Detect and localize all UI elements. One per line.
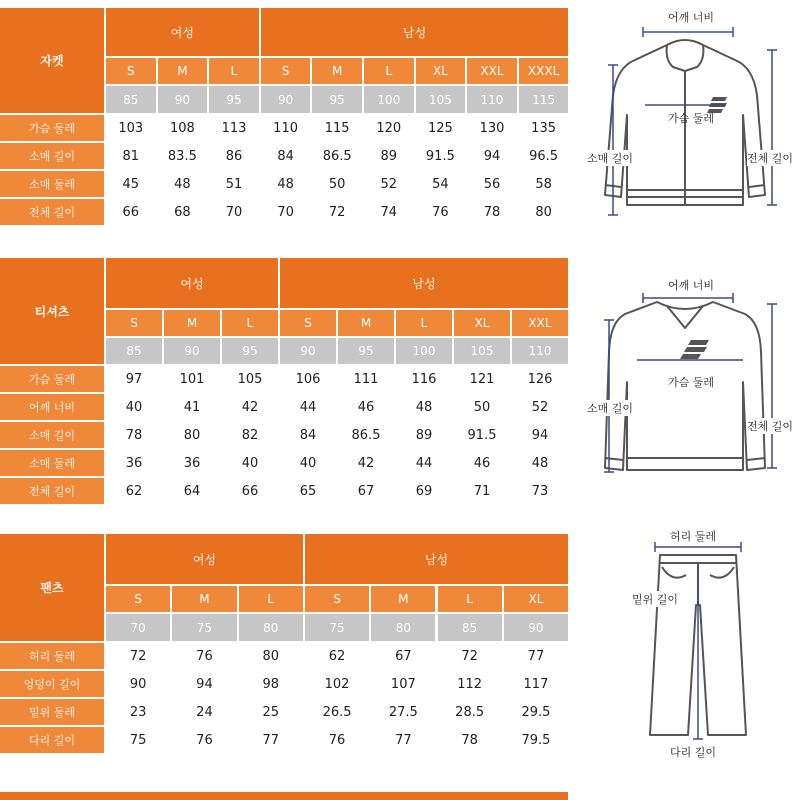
total-length-caption: 전체 길이 (747, 420, 794, 433)
measurement-label: 다리 길이 (0, 727, 104, 753)
measurement-value: 72 (312, 199, 362, 225)
size-header: L (364, 58, 414, 84)
measurement-value: 64 (164, 478, 220, 504)
shoulder-width-caption: 어깨 너비 (668, 279, 715, 292)
measurement-value: 66 (106, 199, 156, 225)
measurement-label: 밑위 둘레 (0, 699, 104, 725)
measurement-value: 90 (106, 671, 170, 697)
body-size-cell: 110 (467, 86, 517, 113)
measurement-value: 36 (164, 450, 220, 476)
body-size-cell: 110 (512, 338, 568, 364)
total-length-caption: 전체 길이 (747, 152, 794, 165)
measurement-value: 25 (239, 699, 303, 725)
body-size-cell: 75 (172, 614, 236, 641)
measurement-value: 51 (209, 171, 259, 197)
measurement-value: 40 (106, 394, 162, 420)
size-header: M (158, 58, 208, 84)
measurement-value: 84 (280, 422, 336, 448)
size-header: XXXL (519, 58, 569, 84)
measurement-value: 78 (467, 199, 517, 225)
size-header: M (312, 58, 362, 84)
measurement-value: 62 (305, 643, 369, 669)
measurement-value: 67 (371, 643, 435, 669)
measurement-value: 78 (438, 727, 502, 753)
measurement-value: 91.5 (454, 422, 510, 448)
measurement-value: 42 (338, 450, 394, 476)
measurement-value: 65 (280, 478, 336, 504)
measurement-value: 50 (454, 394, 510, 420)
measurement-value: 41 (164, 394, 220, 420)
body-size-cell: 95 (209, 86, 259, 113)
measurement-value: 108 (158, 115, 208, 141)
measurement-value: 91.5 (416, 143, 466, 169)
size-header: L (396, 310, 452, 336)
measurement-value: 77 (504, 643, 568, 669)
measurement-value: 102 (305, 671, 369, 697)
measurement-value: 113 (209, 115, 259, 141)
measurement-value: 44 (396, 450, 452, 476)
measurement-value: 48 (396, 394, 452, 420)
measurement-label: 허리 둘레 (0, 643, 104, 669)
measurement-value: 69 (396, 478, 452, 504)
body-size-cell: 90 (164, 338, 220, 364)
measurement-value: 42 (222, 394, 278, 420)
gender-group-header: 남성 (261, 8, 569, 56)
measurement-value: 48 (512, 450, 568, 476)
shoulder-width-caption: 어깨 너비 (668, 11, 715, 24)
measurement-label: 소매 길이 (0, 143, 104, 169)
body-size-cell: 95 (338, 338, 394, 364)
measurement-value: 76 (172, 727, 236, 753)
measurement-value: 44 (280, 394, 336, 420)
measurement-value: 73 (512, 478, 568, 504)
measurement-value: 97 (106, 366, 162, 392)
measurement-value: 84 (261, 143, 311, 169)
measurement-value: 112 (438, 671, 502, 697)
size-header: S (106, 310, 162, 336)
measurement-value: 77 (239, 727, 303, 753)
gender-group-header: 여성 (106, 258, 278, 308)
measurement-label: 소매 둘레 (0, 171, 104, 197)
jacket-illustration (585, 5, 800, 220)
body-size-cell: 85 (106, 338, 162, 364)
measurement-value: 107 (371, 671, 435, 697)
measurement-value: 86 (209, 143, 259, 169)
body-size-cell: 105 (454, 338, 510, 364)
measurement-value: 67 (338, 478, 394, 504)
size-header: XXL (512, 310, 568, 336)
category-label: 자켓 (0, 8, 104, 113)
body-size-cell: 85 (438, 614, 502, 641)
body-size-cell: 90 (158, 86, 208, 113)
measurement-value: 70 (261, 199, 311, 225)
size-header: S (261, 58, 311, 84)
tshirt-size-table (0, 258, 570, 532)
size-header: XL (454, 310, 510, 336)
measurement-value: 62 (106, 478, 162, 504)
measurement-value: 80 (519, 199, 569, 225)
measurement-label: 소매 둘레 (0, 450, 104, 476)
measurement-value: 116 (396, 366, 452, 392)
measurement-value: 70 (209, 199, 259, 225)
measurement-value: 50 (312, 171, 362, 197)
measurement-value: 86.5 (338, 422, 394, 448)
measurement-value: 89 (364, 143, 414, 169)
rise-caption: 밑위 길이 (632, 593, 679, 606)
measurement-value: 74 (364, 199, 414, 225)
body-size-cell: 90 (280, 338, 336, 364)
body-size-cell: 70 (106, 614, 170, 641)
size-header: S (280, 310, 336, 336)
body-size-cell: 95 (222, 338, 278, 364)
measurement-value: 79.5 (504, 727, 568, 753)
measurement-value: 105 (222, 366, 278, 392)
measurement-value: 115 (312, 115, 362, 141)
measurement-value: 101 (164, 366, 220, 392)
measurement-value: 75 (106, 727, 170, 753)
measurement-value: 126 (512, 366, 568, 392)
measurement-value: 130 (467, 115, 517, 141)
measurement-value: 23 (106, 699, 170, 725)
measurement-value: 71 (454, 478, 510, 504)
pants-illustration (610, 525, 800, 765)
measurement-value: 111 (338, 366, 394, 392)
measurement-value: 98 (239, 671, 303, 697)
size-header: M (371, 586, 435, 612)
measurement-value: 54 (416, 171, 466, 197)
body-size-cell: 105 (416, 86, 466, 113)
measurement-value: 48 (158, 171, 208, 197)
measurement-value: 96.5 (519, 143, 569, 169)
measurement-value: 135 (519, 115, 569, 141)
measurement-value: 78 (106, 422, 162, 448)
measurement-label: 소매 길이 (0, 422, 104, 448)
body-size-cell: 80 (239, 614, 303, 641)
pants-size-table (0, 534, 570, 753)
measurement-value: 48 (261, 171, 311, 197)
measurement-value: 83.5 (158, 143, 208, 169)
waist-caption: 허리 둘레 (670, 530, 717, 543)
gender-group-header: 여성 (106, 534, 303, 584)
sleeve-length-caption: 소매 길이 (587, 152, 634, 165)
size-header: L (209, 58, 259, 84)
measurement-value: 76 (172, 643, 236, 669)
measurement-value: 121 (454, 366, 510, 392)
sleeve-length-caption: 소매 길이 (587, 402, 634, 415)
size-header: S (106, 586, 170, 612)
chest-caption: 가슴 둘레 (668, 112, 715, 125)
size-header: M (172, 586, 236, 612)
measurement-value: 40 (280, 450, 336, 476)
tshirt-illustration (585, 272, 800, 482)
body-size-cell: 75 (305, 614, 369, 641)
measurement-value: 46 (338, 394, 394, 420)
chest-caption: 가슴 둘레 (668, 376, 715, 389)
size-header: L (222, 310, 278, 336)
measurement-value: 26.5 (305, 699, 369, 725)
measurement-value: 106 (280, 366, 336, 392)
measurement-value: 56 (467, 171, 517, 197)
size-header: XL (416, 58, 466, 84)
body-size-cell: 80 (371, 614, 435, 641)
measurement-value: 80 (164, 422, 220, 448)
size-header: L (239, 586, 303, 612)
measurement-label: 전체 길이 (0, 199, 104, 225)
measurement-value: 120 (364, 115, 414, 141)
gender-group-header: 남성 (280, 258, 568, 308)
body-size-cell: 100 (364, 86, 414, 113)
measurement-value: 29.5 (504, 699, 568, 725)
measurement-label: 전체 길이 (0, 478, 104, 504)
measurement-value: 80 (239, 643, 303, 669)
measurement-value: 45 (106, 171, 156, 197)
measurement-value: 94 (512, 422, 568, 448)
measurement-value: 66 (222, 478, 278, 504)
size-header: L (438, 586, 502, 612)
measurement-value: 89 (396, 422, 452, 448)
body-size-cell: 85 (106, 86, 156, 113)
next-table-header-edge (0, 792, 568, 800)
measurement-value: 110 (261, 115, 311, 141)
category-label: 티셔츠 (0, 258, 104, 364)
measurement-value: 125 (416, 115, 466, 141)
body-size-cell: 90 (261, 86, 311, 113)
measurement-value: 72 (106, 643, 170, 669)
measurement-label: 가슴 둘레 (0, 366, 104, 392)
measurement-value: 86.5 (312, 143, 362, 169)
measurement-value: 77 (371, 727, 435, 753)
measurement-value: 94 (172, 671, 236, 697)
measurement-value: 52 (364, 171, 414, 197)
measurement-value: 82 (222, 422, 278, 448)
size-header: S (106, 58, 156, 84)
pants-drawing (610, 525, 800, 765)
measurement-value: 46 (454, 450, 510, 476)
category-label: 팬츠 (0, 534, 104, 641)
size-header: M (164, 310, 220, 336)
measurement-label: 가슴 둘레 (0, 115, 104, 141)
measurement-value: 94 (467, 143, 517, 169)
body-size-cell: 100 (396, 338, 452, 364)
measurement-value: 72 (438, 643, 502, 669)
measurement-value: 36 (106, 450, 162, 476)
measurement-value: 68 (158, 199, 208, 225)
measurement-value: 103 (106, 115, 156, 141)
body-size-cell: 95 (312, 86, 362, 113)
size-header: M (338, 310, 394, 336)
measurement-value: 24 (172, 699, 236, 725)
leg-length-caption: 다리 길이 (670, 746, 717, 759)
body-size-cell: 90 (504, 614, 568, 641)
jacket-size-table (0, 8, 570, 253)
size-header: XXL (467, 58, 517, 84)
measurement-label: 어깨 너비 (0, 394, 104, 420)
measurement-value: 81 (106, 143, 156, 169)
size-header: S (305, 586, 369, 612)
size-header: XL (504, 586, 568, 612)
measurement-value: 52 (512, 394, 568, 420)
measurement-value: 76 (305, 727, 369, 753)
measurement-label: 엉덩이 길이 (0, 671, 104, 697)
measurement-value: 28.5 (438, 699, 502, 725)
gender-group-header: 남성 (305, 534, 568, 584)
measurement-value: 40 (222, 450, 278, 476)
measurement-value: 58 (519, 171, 569, 197)
measurement-value: 27.5 (371, 699, 435, 725)
body-size-cell: 115 (519, 86, 569, 113)
measurement-value: 117 (504, 671, 568, 697)
gender-group-header: 여성 (106, 8, 259, 56)
measurement-value: 76 (416, 199, 466, 225)
